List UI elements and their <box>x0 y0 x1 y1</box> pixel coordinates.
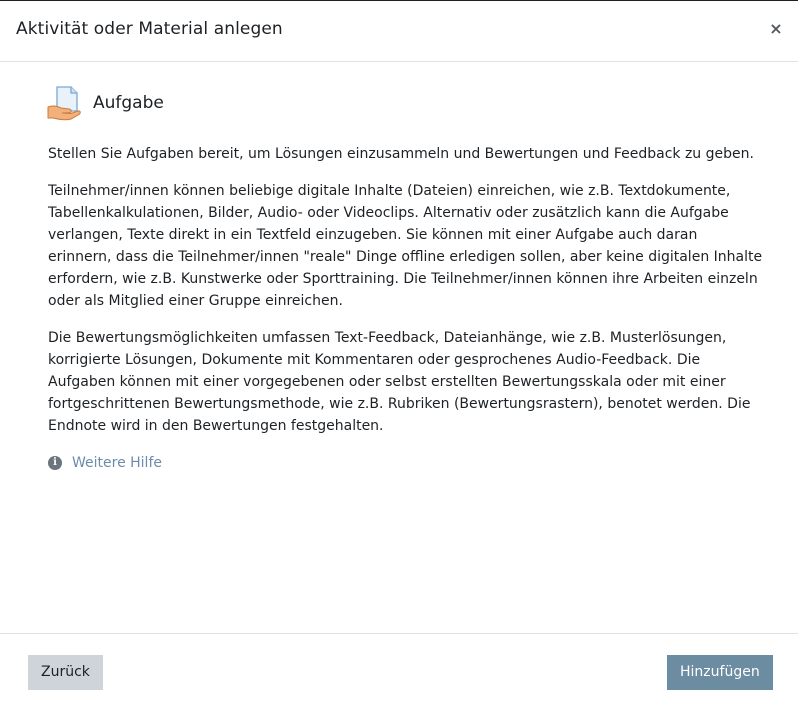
more-help-label[interactable]: Weitere Hilfe <box>72 455 162 471</box>
description-paragraph: Die Bewertungsmöglichkeiten umfassen Text-Feedback, Dateianhänge, wie z.B. Musterlösungen, korrigierte Lösungen, Dokumente mit Kommentaren oder gesprochenes Audio-Feedback. Die Aufgaben können mit einer vorgegebenen oder selbst erstellten Bewertungsskala oder mit einer fortgeschrittenen Bewertungsmethode, wie z.B. Rubriken (Bewertungsrastern), benotet werden. Die Endnote wird in den Bewertungen festgehalten. <box>48 330 751 434</box>
description-paragraph: Teilnehmer/innen können beliebige digitale Inhalte (Dateien) einreichen, wie z.B. Textdokumente, Tabellenkalkulationen, Bilder, Audio- oder Videoclips. Alternativ oder zusätzlich kann die Aufgabe verlangen, Texte direkt in ein Textfeld einzugeben. Sie können mit einer Aufgabe auch daran erinnern, dass die Teilnehmer/innen "reale" Dinge offline erledigen sollen, aber keine digitalen Inhalte erfordern, wie z.B. Kunstwerke oder Sporttraining. Die Teilnehmer/innen können ihre Arbeiten einzeln oder als Mitglied einer Gruppe einreichen. <box>48 183 763 309</box>
dialog-header <box>0 1 798 62</box>
module-header <box>47 85 164 121</box>
module-description <box>48 143 763 452</box>
info-icon: i <box>48 456 62 470</box>
description-paragraph: Stellen Sie Aufgaben bereit, um Lösungen einzusammeln und Bewertungen und Feedback zu geben. <box>48 146 754 162</box>
dialog-footer <box>0 633 798 702</box>
dialog-title: Aktivität oder Material anlegen <box>16 19 283 39</box>
module-name: Aufgabe <box>93 93 164 113</box>
assignment-icon <box>47 85 81 121</box>
add-button[interactable]: Hinzufügen <box>667 655 773 690</box>
back-button[interactable]: Zurück <box>28 655 103 690</box>
close-icon[interactable]: × <box>769 19 783 38</box>
more-help-link[interactable] <box>48 455 162 471</box>
